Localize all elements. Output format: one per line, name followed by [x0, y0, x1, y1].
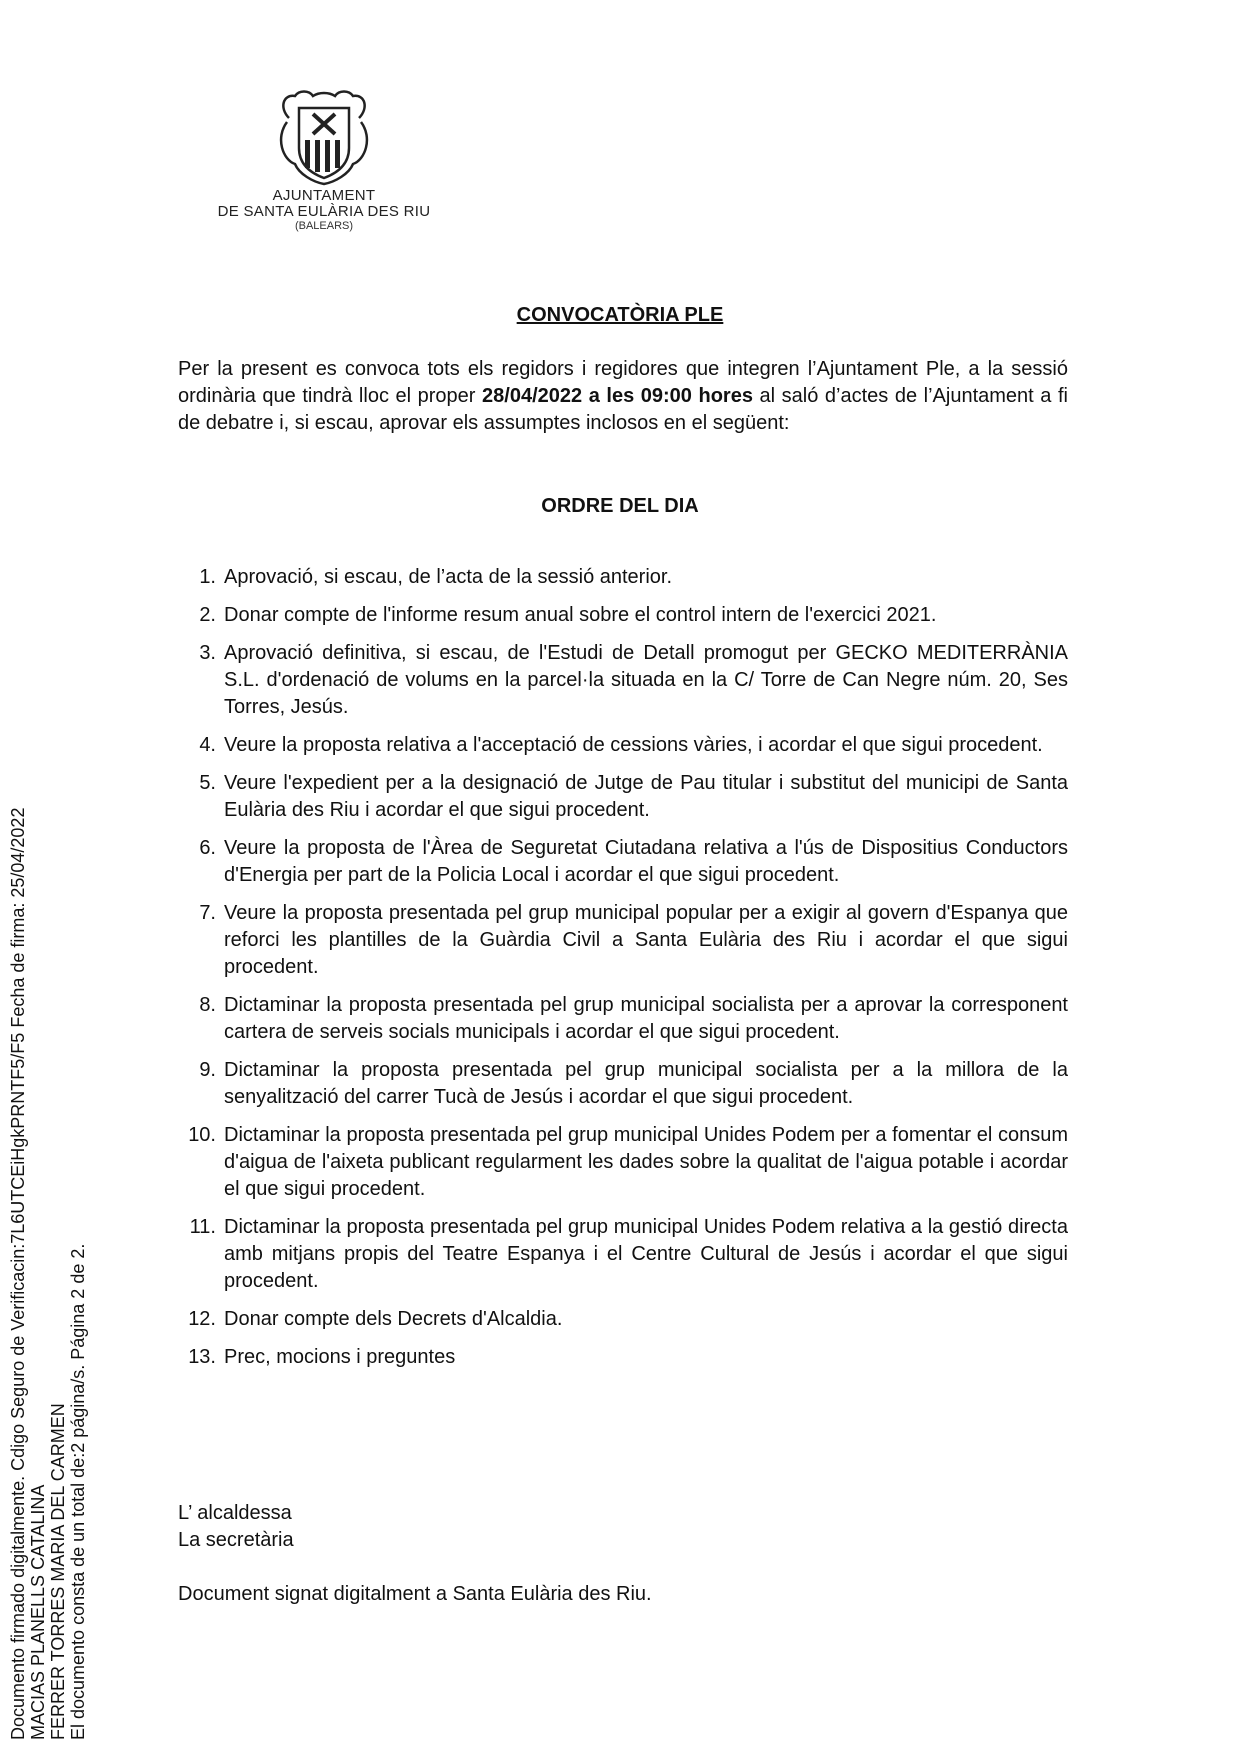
agenda-item-number: 4. [199, 734, 216, 756]
agenda-item [178, 564, 1068, 591]
signoff-spacer [178, 1554, 652, 1581]
agenda-item [178, 640, 1068, 721]
agenda-item-number: 10. [188, 1124, 216, 1146]
agenda-item-text: Prec, mocions i preguntes [224, 1346, 456, 1368]
intro-paragraph [178, 356, 1068, 437]
agenda-list [178, 564, 1068, 1382]
agenda-item-number: 9. [199, 1059, 216, 1081]
document-title: CONVOCATÒRIA PLE [516, 304, 724, 326]
logo-line-1: AJUNTAMENT [272, 187, 376, 204]
agenda-item-text: Veure la proposta presentada pel grup municipal popular per a exigir al govern d'Espanya que reforci les plantilles de la Guàrdia Civil a Santa Eulària des Riu i acordar el que sigui procedent. [224, 902, 1068, 978]
agenda-item-number: 11. [189, 1216, 216, 1238]
agenda-item-text: Aprovació definitiva, si escau, de l'Estudi de Detall promogut per GECKO MEDITERRÀNIA S.L. d'ordenació de volums en la parcel·la situada en la C/ Torre de Can Negre núm. 20, Ses Torres, Jesús. [224, 642, 1068, 718]
agenda-item [178, 1122, 1068, 1203]
sidebar-line-1: Documento firmado digitalmente. Cdigo Seguro de Verificacin:7L6UTCEiHgkPRNTF5/F5 Fecha de firma: 25/04/2022 [8, 807, 28, 1740]
agenda-item [178, 732, 1068, 759]
agenda-item-number: 1. [199, 566, 216, 588]
agenda-item-number: 13. [188, 1346, 216, 1368]
agenda-item [178, 1214, 1068, 1295]
agenda-item-number: 8. [199, 994, 216, 1016]
agenda-item-number: 6. [199, 837, 216, 859]
agenda-item-text: Dictaminar la proposta presentada pel grup municipal Unides Podem relativa a la gestió directa amb mitjans propis del Teatre Espanya i el Centre Cultural de Jesús i acordar el que sigui procedent. [224, 1216, 1068, 1292]
logo-line-2: DE SANTA EULÀRIA DES RIU [217, 203, 431, 220]
sidebar-line-4: El documento consta de un total de:2 página/s. Página 2 de 2. [68, 1243, 88, 1740]
agenda-item-text: Veure la proposta de l'Àrea de Seguretat Ciutadana relativa a l'ús de Dispositius Conductors d'Energia per part de la Policia Local i acordar el que sigui procedent. [224, 837, 1068, 886]
agenda-item [178, 835, 1068, 889]
signoff-digital-note: Document signat digitalment a Santa Eulària des Riu. [178, 1583, 652, 1605]
agenda-title: ORDRE DEL DIA [541, 495, 699, 517]
agenda-item-number: 12. [188, 1308, 216, 1330]
agenda-item [178, 602, 1068, 629]
signature-sidebar [0, 0, 100, 1755]
sidebar-line-2: MACIAS PLANELLS CATALINA [28, 1484, 48, 1740]
agenda-item [178, 1306, 1068, 1333]
agenda-item-text: Donar compte de l'informe resum anual sobre el control intern de l'exercici 2021. [224, 604, 937, 626]
agenda-item-number: 3. [199, 642, 216, 664]
agenda-item [178, 770, 1068, 824]
agenda-item [178, 900, 1068, 981]
municipal-logo [196, 88, 452, 258]
signoff-mayor: L’ alcaldessa [178, 1502, 292, 1524]
agenda-item [178, 1344, 1068, 1371]
agenda-item-text: Dictaminar la proposta presentada pel grup municipal socialista per a aprovar la corresponent cartera de serveis socials municipals i acordar el que sigui procedent. [224, 994, 1068, 1043]
agenda-item [178, 1057, 1068, 1111]
logo-line-3: (BALEARS) [294, 220, 354, 232]
signoff-secretary: La secretària [178, 1529, 294, 1551]
coat-of-arms-icon [269, 88, 379, 188]
agenda-item-text: Dictaminar la proposta presentada pel grup municipal Unides Podem per a fomentar el consum d'aigua de l'aixeta publicant regularment les dades sobre la qualitat de l'aigua potable i acordar el que sigui procedent. [224, 1124, 1068, 1200]
signoff-block [178, 1500, 652, 1608]
agenda-item-number: 7. [199, 902, 216, 924]
agenda-item-number: 5. [199, 772, 216, 794]
agenda-item-text: Aprovació, si escau, de l’acta de la sessió anterior. [224, 566, 673, 588]
agenda-item [178, 992, 1068, 1046]
agenda-item-text: Veure la proposta relativa a l'acceptació de cessions vàries, i acordar el que sigui procedent. [224, 734, 1043, 756]
agenda-item-text: Donar compte dels Decrets d'Alcaldia. [224, 1308, 563, 1330]
intro-text-1: Per la present es convoca tots els regidors i regidores que integren l’Ajuntament Ple, a la sessió ordinària que tindrà lloc el proper [178, 358, 1068, 407]
sidebar-line-3: FERRER TORRES MARIA DEL CARMEN [48, 1403, 68, 1740]
agenda-item-text: Dictaminar la proposta presentada pel grup municipal socialista per a la millora de la senyalització del carrer Tucà de Jesús i acordar el que sigui procedent. [224, 1059, 1068, 1108]
agenda-item-text: Veure l'expedient per a la designació de Jutge de Pau titular i substitut del municipi de Santa Eulària des Riu i acordar el que sigui procedent. [224, 772, 1068, 821]
agenda-item-number: 2. [199, 604, 216, 626]
intro-text-2: al saló d’actes de l’Ajuntament a fi de debatre i, si escau, aprovar els assumptes inclosos en el següent: [178, 385, 1068, 434]
intro-date-time: 28/04/2022 a les 09:00 hores [482, 385, 753, 407]
